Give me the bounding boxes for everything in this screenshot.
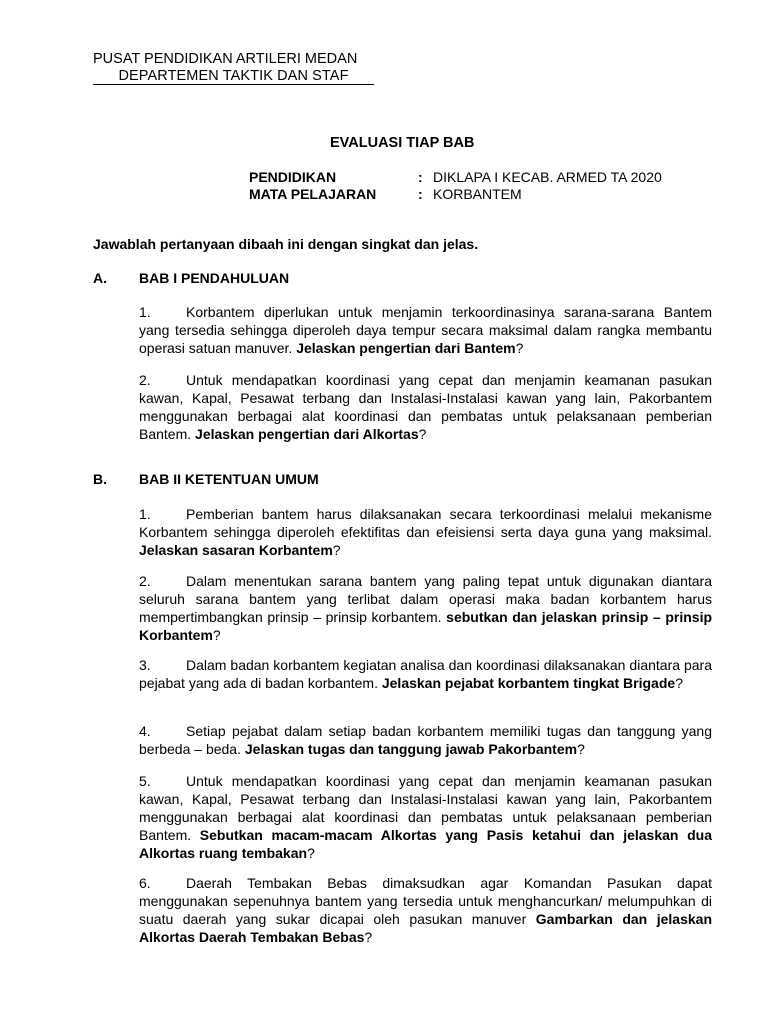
question-item [139,371,712,443]
item-number: 1. [139,506,151,522]
item-number: 1. [139,304,151,320]
item-end: ? [332,542,341,558]
item-text: Daerah Tembakan Bebas dimaksudkan agar Komandan Pasukan dapat menggunakan sepenuhnya bantem yang tersedia untuk menghancurkan/ melumpuhkan di suatu daerah yang sukar dicapai oleh pasukan manuver [139,875,712,927]
section-letter: A. [93,270,107,286]
item-question: Gambarkan dan jelaskan Alkortas Daerah Tembakan Bebas [139,911,712,945]
item-text: Dalam badan korbantem kegiatan analisa dan koordinasi dilaksanakan diantara para pejabat yang ada di badan korbantem. [139,657,712,691]
item-text: Untuk mendapatkan koordinasi yang cepat dan menjamin keamanan pasukan kawan, Kapal, Pesawat terbang dan Instalasi-Instalasi kawan yang lain, Pakorbantem menggunakan berbagai alat koordinasi dan pembatas untuk pelaksanaan pemberian Bantem. [139,372,712,442]
mapel-label: MATA PELAJARAN [249,186,377,202]
department-name: DEPARTEMEN TAKTIK DAN STAF [93,68,374,85]
item-number: 4. [139,723,151,739]
item-question: Jelaskan tugas dan tanggung jawab Pakorbantem [244,741,578,757]
item-text: Untuk mendapatkan koordinasi yang cepat dan menjamin keamanan pasukan kawan, Kapal, Pesawat terbang dan Instalasi-Instalasi kawan yang lain, Pakorbantem menggunakan berbagai alat koordinasi dan pembatas untuk pelaksanaan pemberian Bantem. [139,773,712,843]
mapel-value: KORBANTEM [433,186,522,202]
question-item [139,772,712,862]
pendidikan-value: DIKLAPA I KECAB. ARMED TA 2020 [433,169,662,185]
item-question: Jelaskan pengertian dari Bantem [296,340,516,356]
pendidikan-label: PENDIDIKAN [249,169,337,185]
mapel-colon: : [418,186,423,202]
section-heading: BAB I PENDAHULUAN [139,270,290,286]
institution-name: PUSAT PENDIDIKAN ARTILERI MEDAN [93,51,358,67]
question-item [139,505,712,559]
item-text: Korbantem diperlukan untuk menjamin terkoordinasinya sarana-sarana Bantem yang tersedia sehingga diperoleh daya tempur secara maksimal dalam rangka membantu operasi satuan manuver. [139,304,712,356]
question-item [139,722,712,758]
item-text: Pemberian bantem harus dilaksanakan secara terkoordinasi melalui mekanisme Korbantem sehingga diperoleh efektifitas dan efeisiensi serta daya guna yang maksimal. [139,506,712,540]
section-letter: B. [93,471,107,487]
item-question: Jelaskan sasaran Korbantem [139,542,333,558]
instruction-text: Jawablah pertanyaan dibaah ini dengan singkat dan jelas. [93,236,479,252]
item-end: ? [418,426,427,442]
section-heading: BAB II KETENTUAN UMUM [139,471,319,487]
pendidikan-colon: : [418,169,423,185]
item-text: Dalam menentukan sarana bantem yang paling tepat untuk digunakan diantara seluruh sarana bantem yang terlibat dalam operasi maka badan korbantem harus mempertimbangkan prinsip – prinsip korbantem. [139,573,712,625]
item-question: Jelaskan pengertian dari Alkortas [195,426,419,442]
item-question: sebutkan dan jelaskan prinsip – prinsip Korbantem [139,609,713,643]
question-item [139,572,712,644]
item-end: ? [577,741,585,757]
question-item [139,874,712,946]
item-end: ? [307,845,315,861]
item-number: 2. [139,573,151,589]
item-question: Jelaskan pejabat korbantem tingkat Brigade [381,675,676,691]
question-item [139,303,712,357]
item-end: ? [515,340,524,356]
question-item [139,656,712,692]
item-number: 6. [139,875,151,891]
item-number: 5. [139,773,151,789]
item-question: Sebutkan macam-macam Alkortas yang Pasis ketahui dan jelaskan dua Alkortas ruang tembakan [139,827,713,861]
item-text: Setiap pejabat dalam setiap badan korbantem memiliki tugas dan tanggung yang berbeda – beda. [139,723,712,757]
item-number: 3. [139,657,151,673]
item-end: ? [675,675,683,691]
page-title: EVALUASI TIAP BAB [330,135,475,151]
item-end: ? [364,929,373,945]
item-number: 2. [139,372,151,388]
item-end: ? [212,627,221,643]
